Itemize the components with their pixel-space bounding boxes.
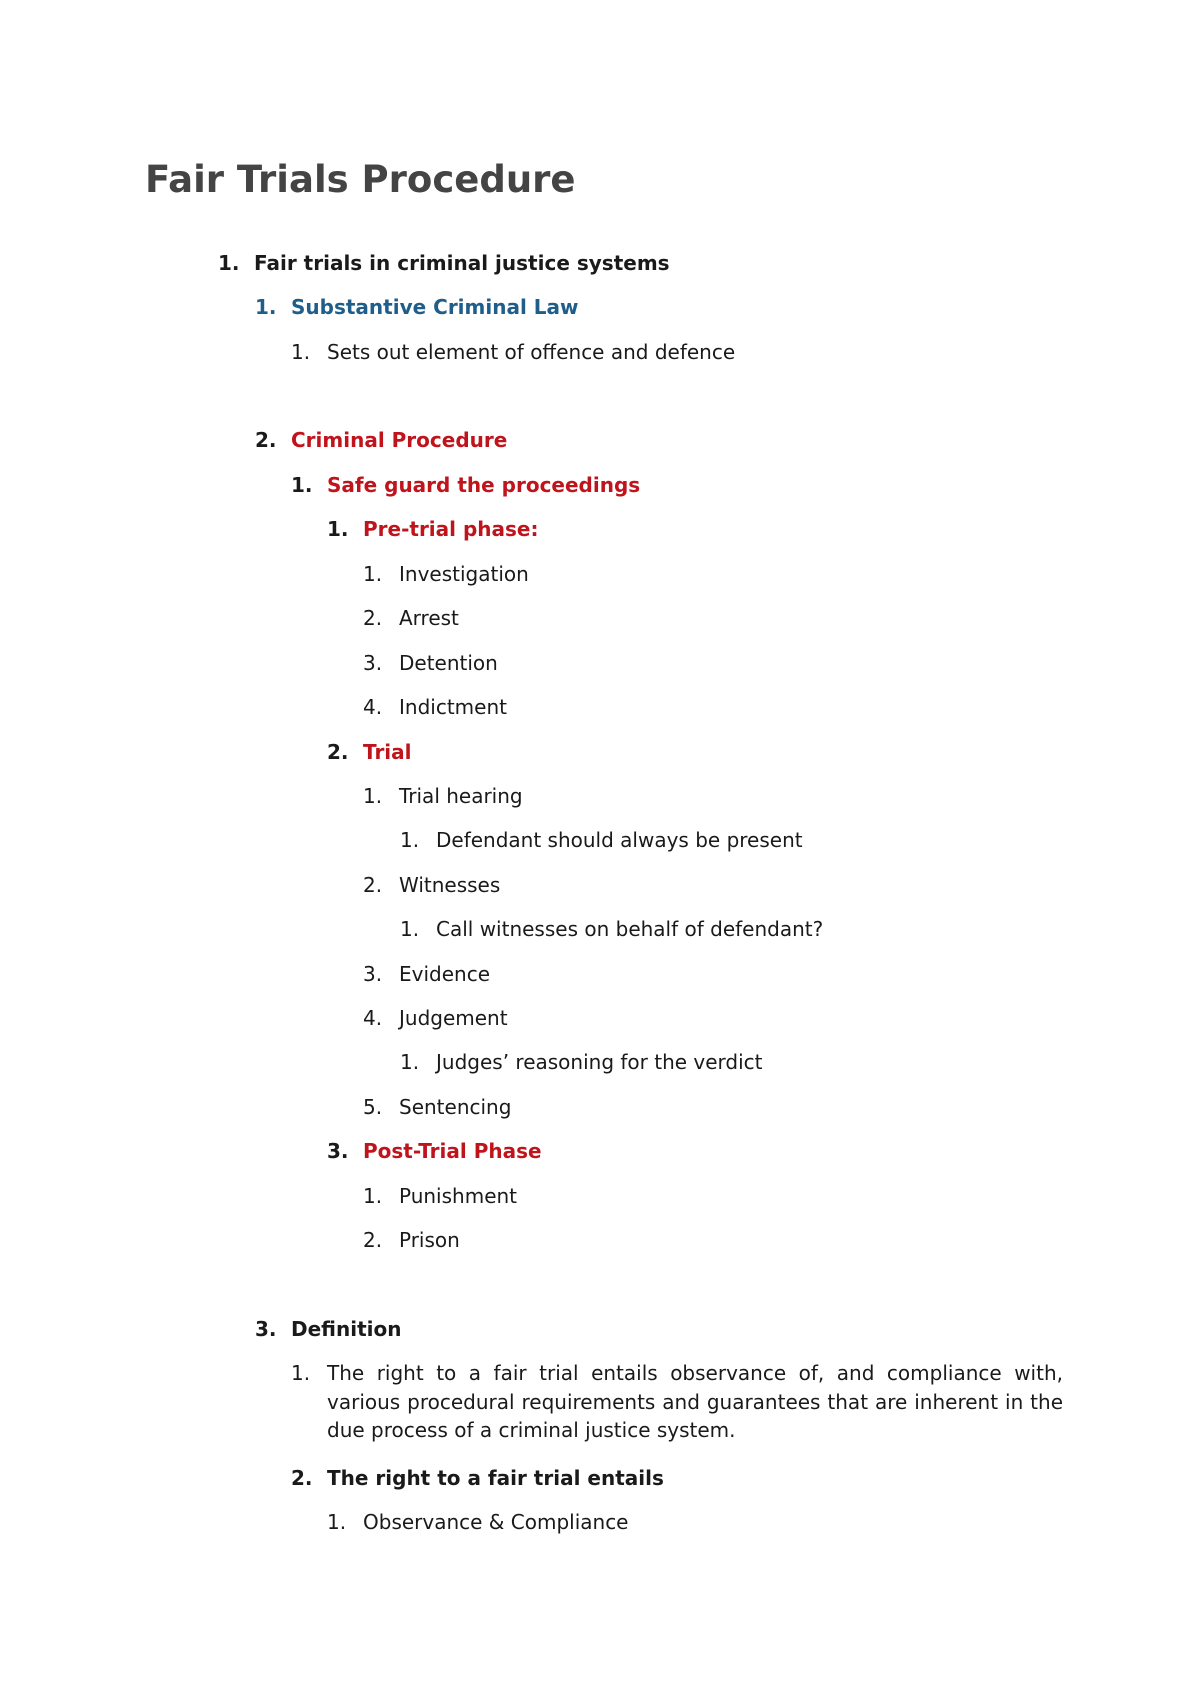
list-text: Trial hearing bbox=[399, 784, 523, 808]
list-number: 2. bbox=[291, 1466, 313, 1490]
list-text: Investigation bbox=[399, 562, 529, 586]
list-text: The right to a fair trial entails bbox=[327, 1466, 664, 1490]
list-text: Judgement bbox=[399, 1006, 508, 1030]
list-number: 1. bbox=[400, 917, 420, 941]
list-number: 1. bbox=[400, 828, 420, 852]
list-text: Sets out element of offence and defence bbox=[327, 340, 736, 364]
list-text: Evidence bbox=[399, 962, 491, 986]
list-text: Sentencing bbox=[399, 1095, 512, 1119]
list-text: Post-Trial Phase bbox=[363, 1139, 542, 1163]
list-number: 1. bbox=[327, 517, 349, 541]
list-number: 2. bbox=[363, 606, 383, 630]
list-text: Criminal Procedure bbox=[291, 428, 508, 452]
list-number: 1. bbox=[255, 295, 277, 319]
list-number: 5. bbox=[363, 1095, 383, 1119]
list-number: 3. bbox=[363, 651, 383, 675]
document-title: Fair Trials Procedure bbox=[145, 158, 576, 201]
list-text: Observance & Compliance bbox=[363, 1510, 629, 1534]
list-text: Indictment bbox=[399, 695, 507, 719]
list-number: 1. bbox=[327, 1510, 347, 1534]
list-number: 2. bbox=[363, 873, 383, 897]
list-text: Definition bbox=[291, 1317, 402, 1341]
list-text: Pre-trial phase: bbox=[363, 517, 539, 541]
list-number: 4. bbox=[363, 695, 383, 719]
list-number: 4. bbox=[363, 1006, 383, 1030]
list-number: 2. bbox=[327, 740, 349, 764]
list-number: 1. bbox=[363, 784, 383, 808]
list-text: Witnesses bbox=[399, 873, 501, 897]
list-text: The right to a fair trial entails observance of, and compliance with, various procedural requirements and guarantees that are inherent in the due process of a criminal justice system. bbox=[327, 1361, 1063, 1442]
list-number: 1. bbox=[400, 1050, 420, 1074]
list-number: 3. bbox=[363, 962, 383, 986]
list-number: 1. bbox=[218, 251, 240, 275]
list-text: Call witnesses on behalf of defendant? bbox=[436, 917, 824, 941]
list-number: 1. bbox=[363, 562, 383, 586]
list-text: Safe guard the proceedings bbox=[327, 473, 641, 497]
list-text: Arrest bbox=[399, 606, 459, 630]
list-text: Defendant should always be present bbox=[436, 828, 803, 852]
list-number: 1. bbox=[291, 340, 311, 364]
list-text: Detention bbox=[399, 651, 498, 675]
list-text: Punishment bbox=[399, 1184, 518, 1208]
list-number: 2. bbox=[363, 1228, 383, 1252]
list-number: 1. bbox=[291, 1361, 311, 1385]
list-text: Fair trials in criminal justice systems bbox=[254, 251, 670, 275]
list-number: 1. bbox=[291, 473, 313, 497]
list-text: Prison bbox=[399, 1228, 460, 1252]
list-number: 1. bbox=[363, 1184, 383, 1208]
list-number: 3. bbox=[327, 1139, 349, 1163]
list-text: Judges’ reasoning for the verdict bbox=[436, 1050, 763, 1074]
list-text: Trial bbox=[363, 740, 412, 764]
list-number: 2. bbox=[255, 428, 277, 452]
list-number: 3. bbox=[255, 1317, 277, 1341]
list-text: Substantive Criminal Law bbox=[291, 295, 579, 319]
